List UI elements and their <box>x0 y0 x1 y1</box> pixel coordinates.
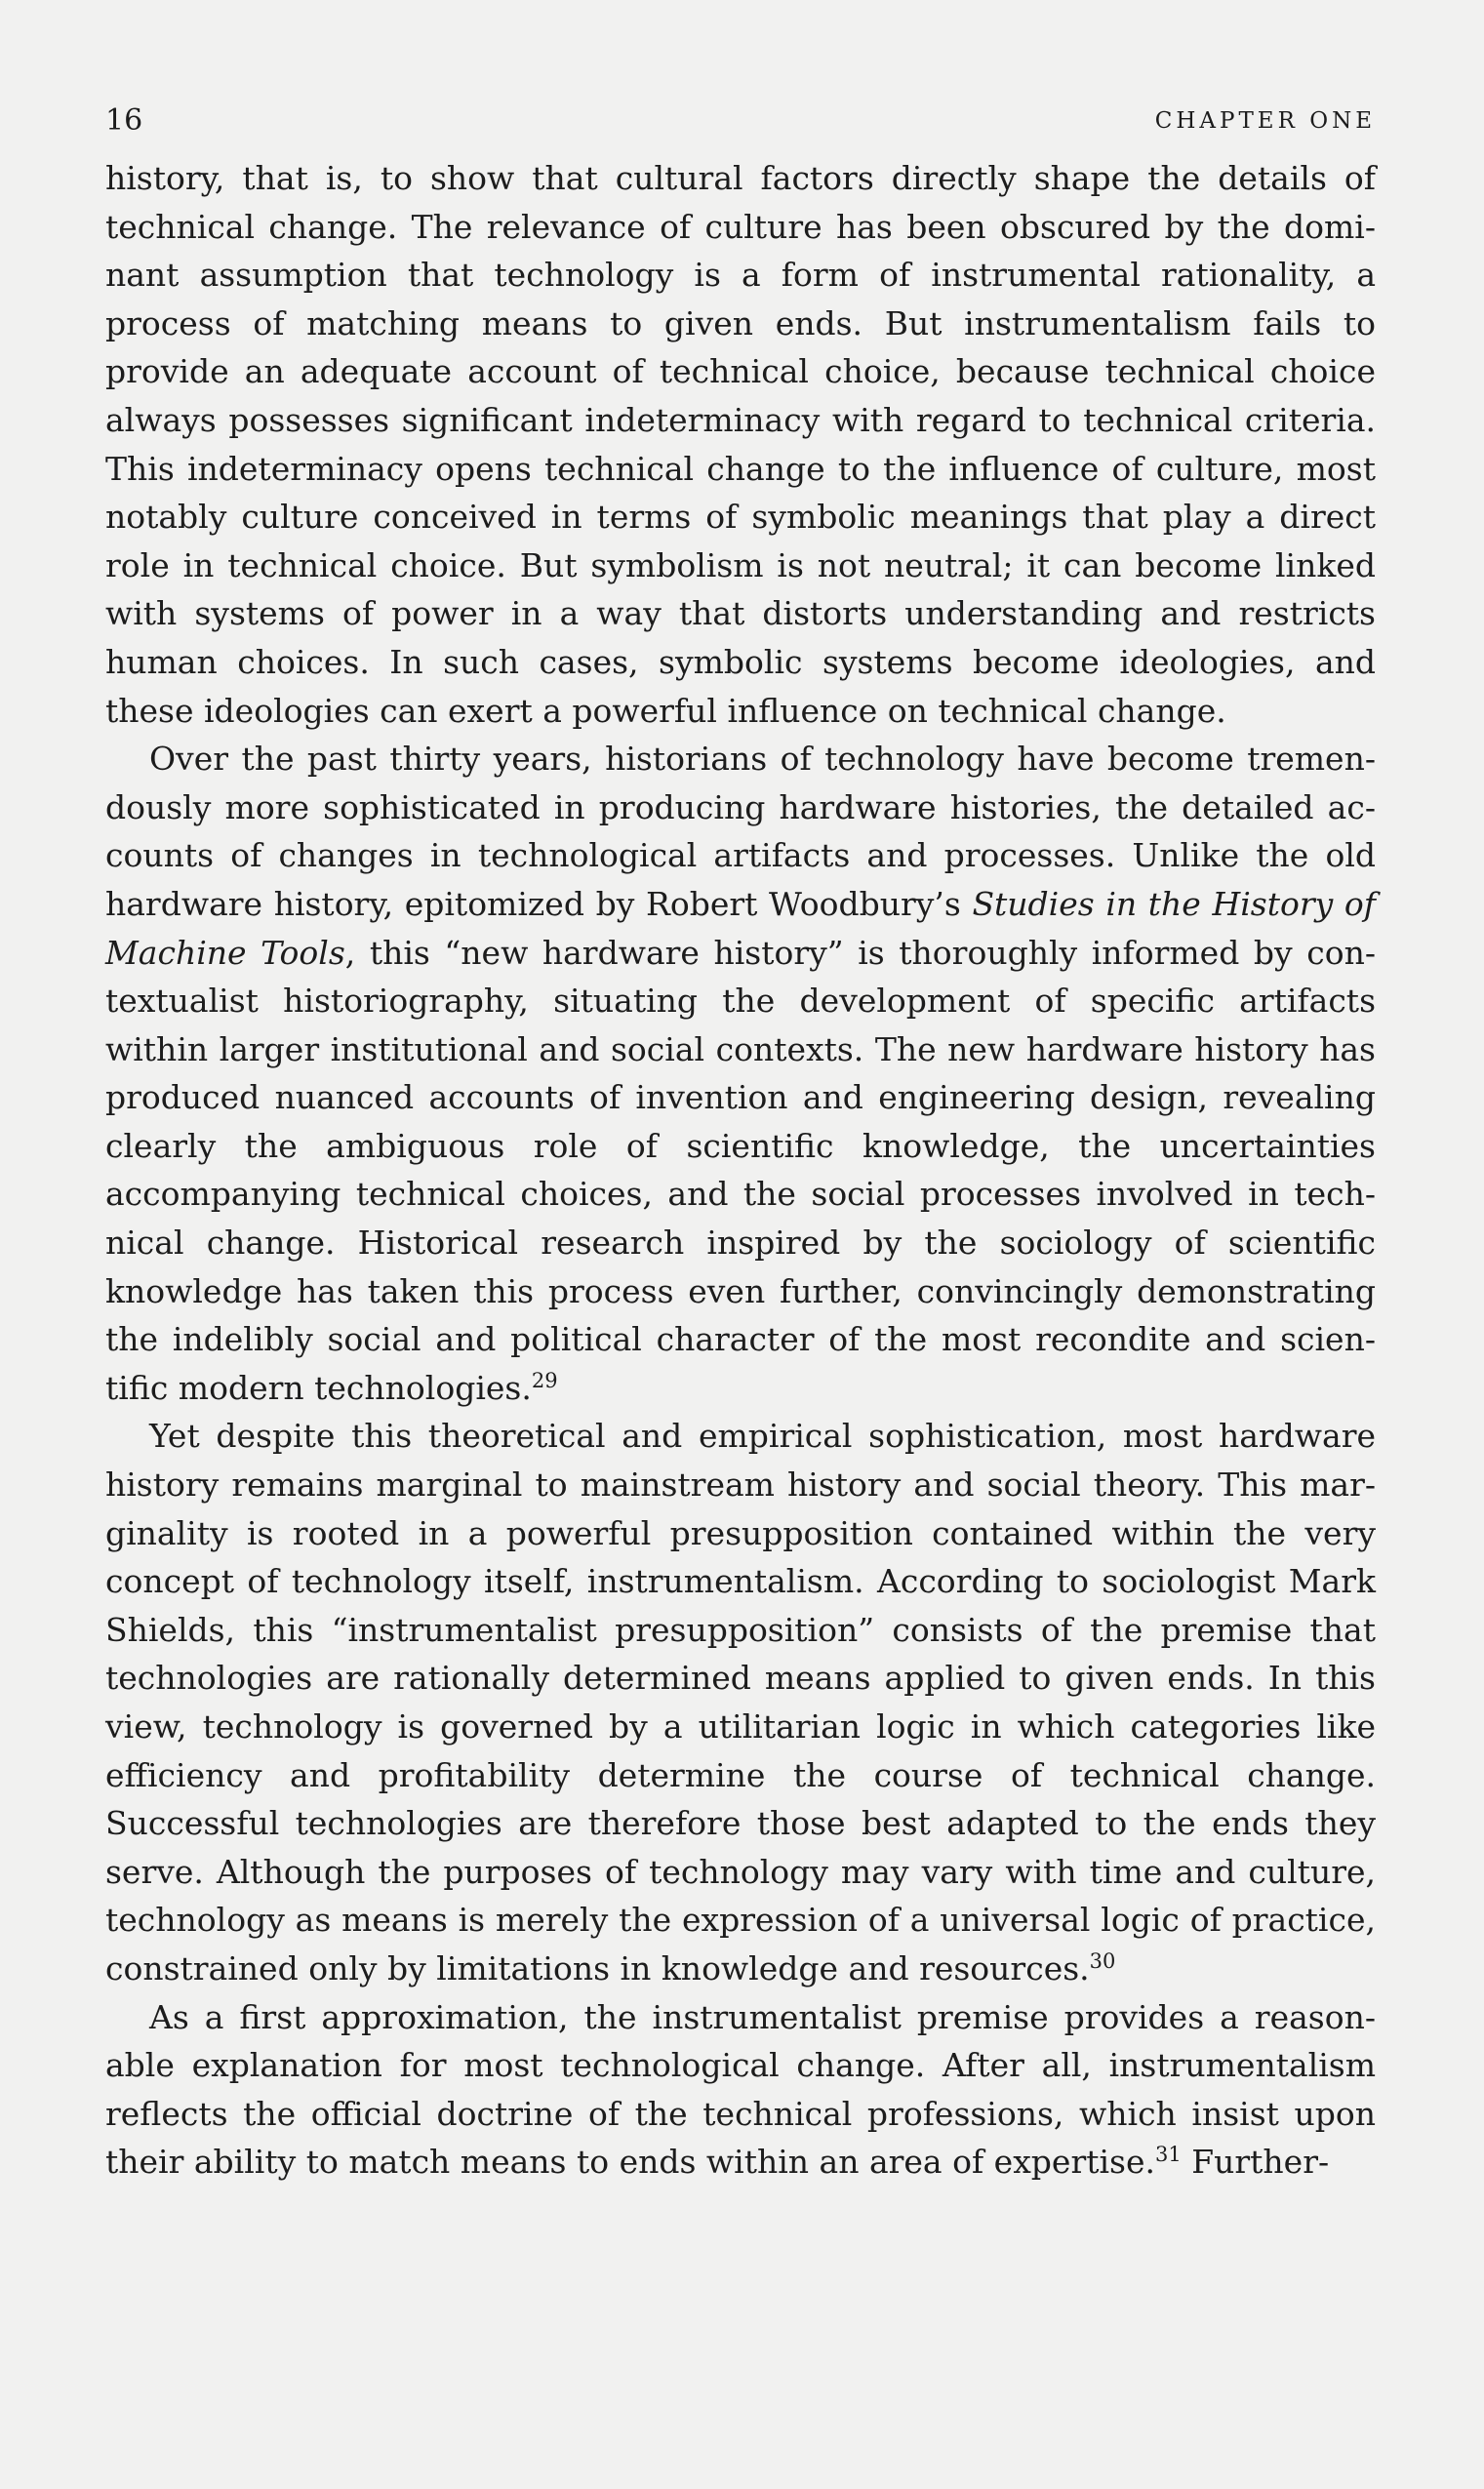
text-segment: Yet despite this theoretical and empirical sophistication, most hardware history remains marginal to mainstream history and social theory. This marginality is rooted in a powerful presupposition contained within the very concept of technology itself, instrumentalism. According to sociologist Mark Shields, this “instrumentalist presupposition” consists of the premise that technologies are rationally determined means applied to given ends. In this view, technology is governed by a utilitarian logic in which categories like efficiency and profitability determine the course of technical change. Successful technologies are therefore those best adapted to the ends they serve. Although the purposes of technology may vary with time and culture, technology as means is merely the expression of a universal logic of practice, constrained only by limitations in knowledge and resources. <box>105 1417 1376 1987</box>
footnote-ref-29: 29 <box>531 1368 558 1392</box>
paragraph <box>105 735 1376 1412</box>
text-segment: Further- <box>1181 2143 1330 2182</box>
paragraph <box>105 1993 1376 2187</box>
page-header <box>105 101 1376 154</box>
page-number: 16 <box>105 103 143 138</box>
text-segment: , this “new hardware history” is thoroughly informed by contextualist historiography, situating the development of specific artifacts within larger institutional and social contexts. The new hardware history has produced nuanced accounts of invention and engineering design, revealing clearly the ambiguous role of scientific knowledge, the uncertainties accompanying technical choices, and the social processes involved in technical change. Historical research inspired by the sociology of scientific knowledge has taken this process even further, convincingly demonstrating the indelibly social and political character of the most recondite and scientific modern technologies. <box>105 933 1376 1407</box>
text-segment: Over the past thirty years, historians of technology have become tremendously more sophisticated in producing hardware histories, the detailed accounts of changes in technological artifacts and processes. Unlike the old hardware history, epitomized by Robert Woodbury’s <box>105 740 1376 923</box>
paragraph <box>105 154 1376 735</box>
text-segment: history, that is, to show that cultural factors directly shape the details of technical change. The relevance of culture has been obscured by the dominant assumption that technology is a form of instrumental rationality, a process of matching means to given ends. But instrumentalism fails to provide an adequate account of technical choice, because technical choice always possesses significant indeterminacy with regard to technical criteria. This indeterminacy opens technical change to the influence of culture, most notably culture conceived in terms of symbolic meanings that play a direct role in technical choice. But symbolism is not neutral; it can become linked with systems of power in a way that distorts understanding and restricts human choices. In such cases, symbolic systems become ideologies, and these ideologies can exert a powerful influence on technical change. <box>105 159 1376 730</box>
footnote-ref-31: 31 <box>1155 2143 1182 2167</box>
page-content <box>105 101 1376 2187</box>
body-text <box>105 154 1376 2187</box>
running-head: CHAPTER ONE <box>1154 108 1376 134</box>
book-title: Studies in the History of Machine Tools <box>105 884 1376 972</box>
footnote-ref-30: 30 <box>1089 1948 1116 1973</box>
text-segment: As a first approximation, the instrumentalist premise provides a reasonable explanation for most technological change. After all, instrumentalism reflects the official doctrine of the technical professions, which insist upon their ability to match means to ends within an area of expertise. <box>105 1997 1376 2182</box>
paragraph <box>105 1412 1376 1992</box>
